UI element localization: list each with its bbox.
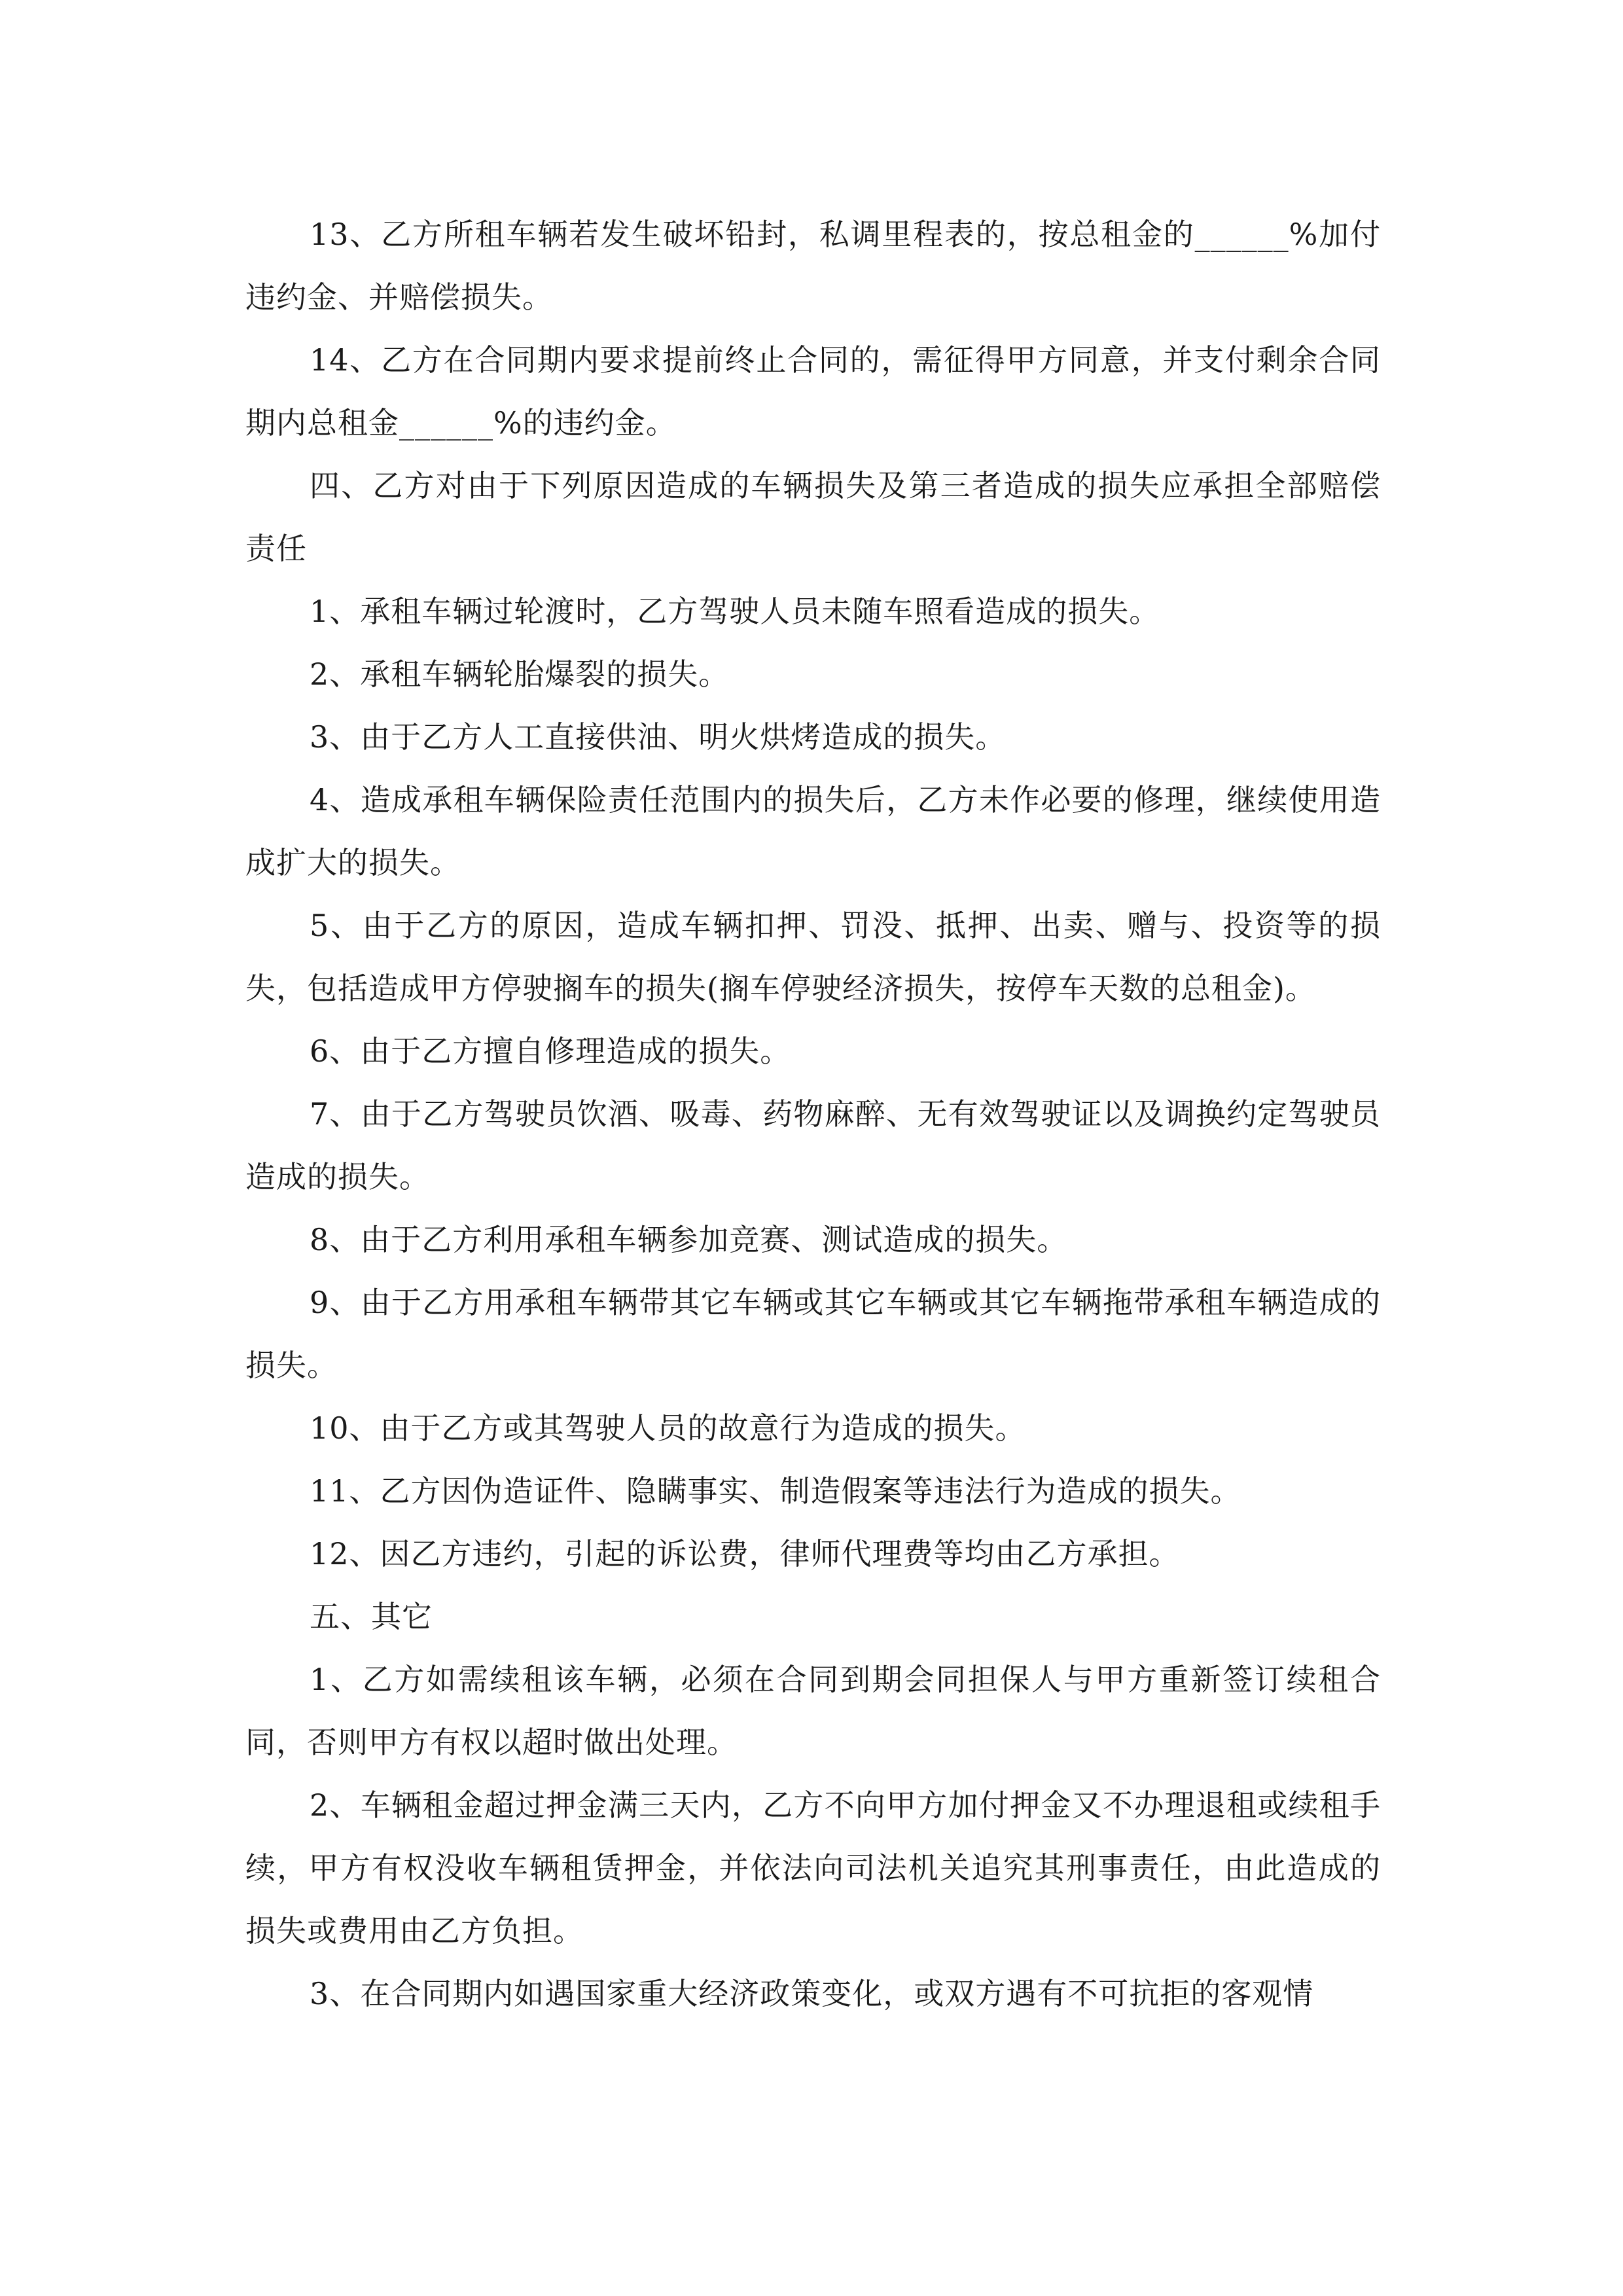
paragraph-item-8: 8、由于乙方利用承租车辆参加竞赛、测试造成的损失。 <box>310 1222 1068 1257</box>
paragraph-item-9: 9、由于乙方用承租车辆带其它车辆或其它车辆或其它车辆拖带承租车辆造成的损失。 <box>245 1285 1381 1383</box>
paragraph-other-2: 2、车辆租金超过押金满三天内，乙方不向甲方加付押金又不办理退租或续租手续，甲方有权没收车辆租赁押金，并依法向司法机关追究其刑事责任，由此造成的损失或费用由乙方负担。 <box>245 1787 1381 1948</box>
paragraph-item-7: 7、由于乙方驾驶员饮酒、吸毒、药物麻醉、无有效驾驶证以及调换约定驾驶员造成的损失。 <box>245 1096 1381 1194</box>
section-heading-5: 五、其它 <box>310 1599 433 1634</box>
paragraph-item-11: 11、乙方因伪造证件、隐瞒事实、制造假案等违法行为造成的损失。 <box>310 1473 1241 1509</box>
paragraph-clause-13: 13、乙方所租车辆若发生破坏铅封，私调里程表的，按总租金的______%加付违约金、并赔偿损失。 <box>245 217 1381 315</box>
paragraph-item-6: 6、由于乙方擅自修理造成的损失。 <box>310 1033 791 1069</box>
paragraph-item-2: 2、承租车辆轮胎爆裂的损失。 <box>310 656 730 692</box>
paragraph-item-4: 4、造成承租车辆保险责任范围内的损失后，乙方未作必要的修理，继续使用造成扩大的损失。 <box>245 782 1381 880</box>
paragraph-clause-14: 14、乙方在合同期内要求提前终止合同的，需征得甲方同意，并支付剩余合同期内总租金______%的违约金。 <box>245 342 1381 440</box>
paragraph-other-1: 1、乙方如需续租该车辆，必须在合同到期会同担保人与甲方重新签订续租合同，否则甲方有权以超时做出处理。 <box>245 1662 1381 1760</box>
section-heading-4: 四、乙方对由于下列原因造成的车辆损失及第三者造成的损失应承担全部赔偿责任 <box>245 468 1381 566</box>
paragraph-item-3: 3、由于乙方人工直接供油、明火烘烤造成的损失。 <box>310 719 1007 755</box>
paragraph-other-3: 3、在合同期内如遇国家重大经济政策变化，或双方遇有不可抗拒的客观情 <box>310 1976 1314 2011</box>
paragraph-item-5: 5、由于乙方的原因，造成车辆扣押、罚没、抵押、出卖、赠与、投资等的损失，包括造成甲方停驶搁车的损失(搁车停驶经济损失，按停车天数的总租金)。 <box>245 908 1381 1006</box>
paragraph-item-12: 12、因乙方违约，引起的诉讼费，律师代理费等均由乙方承担。 <box>310 1536 1180 1571</box>
paragraph-item-1: 1、承租车辆过轮渡时，乙方驾驶人员未随车照看造成的损失。 <box>310 594 1160 629</box>
paragraph-item-10: 10、由于乙方或其驾驶人员的故意行为造成的损失。 <box>310 1410 1026 1446</box>
document-body <box>245 203 1381 2025</box>
